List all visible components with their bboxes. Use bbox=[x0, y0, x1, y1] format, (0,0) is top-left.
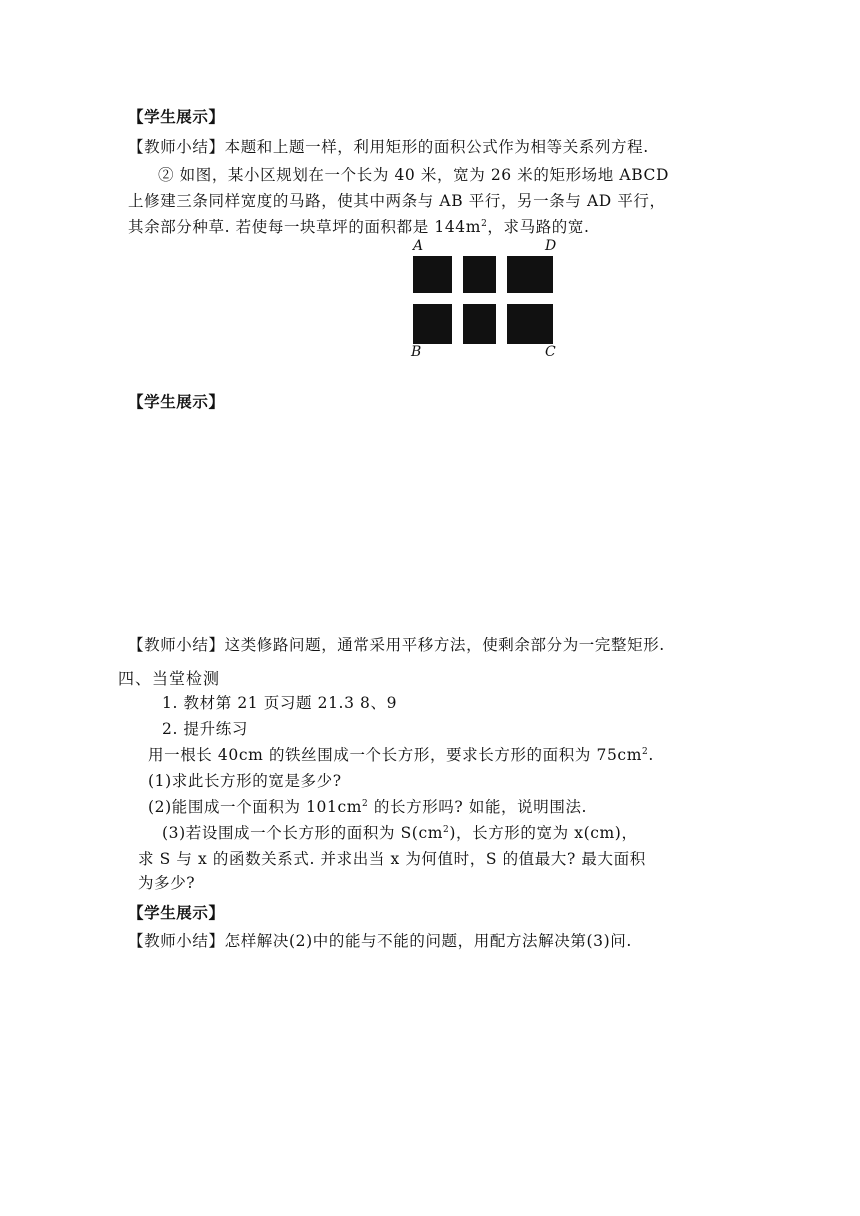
vertical-road-left bbox=[452, 256, 463, 344]
problem2-line3 bbox=[128, 216, 590, 238]
check-item-1: 1. 教材第 21 页习题 21.3 8、9 bbox=[162, 694, 398, 712]
superscript: 2 bbox=[443, 824, 450, 835]
section-title-check: 四、当堂检测 bbox=[118, 669, 221, 688]
superscript: 2 bbox=[362, 798, 369, 809]
teacher-summary-1: 【教师小结】本题和上题一样，利用矩形的面积公式作为相等关系列方程. bbox=[128, 138, 649, 156]
superscript: 2 bbox=[481, 218, 488, 229]
teacher-summary-3: 【教师小结】怎样解决(2)中的能与不能的问题，用配方法解决第(3)问. bbox=[128, 932, 632, 950]
question-2-end: 的长方形吗? 如能，说明围法. bbox=[368, 798, 588, 816]
question-2-text: (2)能围成一个面积为 101cm bbox=[148, 798, 363, 816]
check-item-2: 2. 提升练习 bbox=[162, 720, 248, 738]
student-show-label-3: 【学生展示】 bbox=[128, 903, 225, 922]
rectangle-field-diagram bbox=[413, 256, 553, 344]
figure-label-a: A bbox=[413, 238, 424, 254]
teacher-summary-2: 【教师小结】这类修路问题，通常采用平移方法，使剩余部分为一完整矩形. bbox=[128, 636, 665, 654]
practice-intro bbox=[148, 744, 654, 766]
practice-intro-end: . bbox=[648, 746, 654, 764]
question-3-text: (3)若设围成一个长方形的面积为 S(cm bbox=[162, 824, 444, 842]
question-3-line3: 为多少? bbox=[138, 874, 196, 892]
student-show-label-1: 【学生展示】 bbox=[128, 107, 225, 126]
figure-label-c: C bbox=[545, 344, 556, 360]
horizontal-road bbox=[413, 293, 553, 304]
question-2 bbox=[148, 796, 587, 818]
student-show-label-2: 【学生展示】 bbox=[128, 392, 225, 411]
problem2-line3-end: ，求马路的宽. bbox=[487, 218, 590, 236]
figure-label-d: D bbox=[545, 238, 557, 254]
practice-intro-text: 用一根长 40cm 的铁丝围成一个长方形，要求长方形的面积为 75cm bbox=[148, 746, 642, 764]
question-3-line2: 求 S 与 x 的函数关系式. 并求出当 x 为何值时，S 的值最大? 最大面积 bbox=[138, 850, 646, 868]
figure-label-b: B bbox=[411, 344, 422, 360]
question-3-end: )，长方形的宽为 x(cm)， bbox=[449, 824, 638, 842]
question-1: (1)求此长方形的宽是多少? bbox=[148, 772, 342, 790]
superscript: 2 bbox=[642, 746, 649, 757]
problem2-line2: 上修建三条同样宽度的马路，使其中两条与 AB 平行，另一条与 AD 平行， bbox=[128, 192, 666, 210]
question-3-line1 bbox=[162, 822, 638, 844]
problem2-line3-text: 其余部分种草. 若使每一块草坪的面积都是 144m bbox=[128, 218, 482, 236]
vertical-road-right bbox=[496, 256, 507, 344]
problem2-line1: ② 如图，某小区规划在一个长为 40 米，宽为 26 米的矩形场地 ABCD bbox=[158, 166, 669, 184]
